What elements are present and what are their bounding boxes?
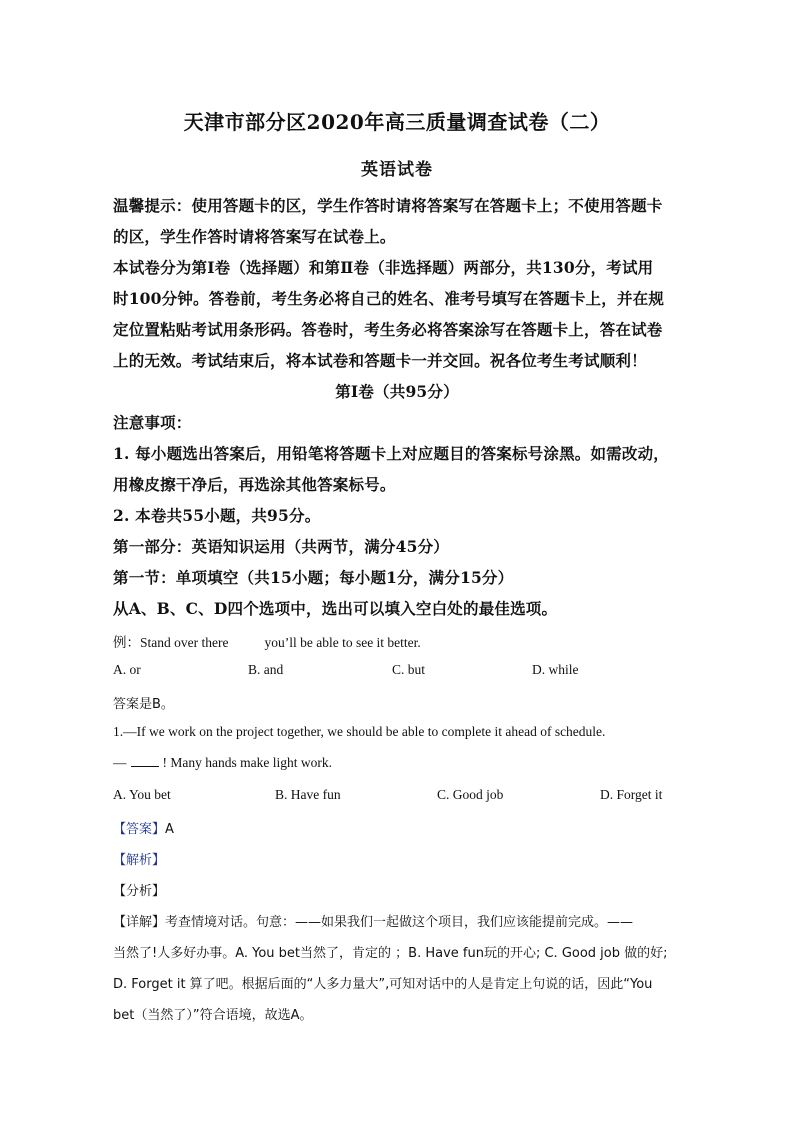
fenxi-tag: 【分析】 — [113, 884, 166, 899]
notes-title: 注意事项： — [113, 413, 192, 432]
tip-line-1: 温馨提示：使用答题卡的区，学生作答时请将答案写在答题卡上；不使用答题卡 — [113, 196, 663, 215]
detail-line-1: 【详解】考查情境对话。句意：——如果我们一起做这个项目，我们应该能提前完成。—— — [113, 915, 634, 930]
q1-blank — [131, 765, 159, 767]
note1-line-1: 1. 每小题选出答案后，用铅笔将答题卡上对应题目的答案标号涂黑。如需改动， — [113, 444, 669, 463]
part1-heading: 第Ⅰ卷（共95分） — [335, 382, 459, 401]
answer-tag: 【答案】 — [113, 822, 166, 837]
note2: 2. 本卷共55小题，共95分。 — [113, 506, 321, 525]
tip-line-2: 的区，学生作答时请将答案写在试卷上。 — [113, 227, 396, 246]
desc-line-1: 本试卷分为第Ⅰ卷（选择题）和第Ⅱ卷（非选择题）两部分，共130分，考试用 — [113, 258, 654, 277]
example-option-d: D. while — [532, 662, 579, 677]
answer-value: A — [165, 822, 174, 837]
note1-line-2: 用橡皮擦干净后，再选涂其他答案标号。 — [113, 475, 396, 494]
page-title: 天津市部分区2020年高三质量调查试卷（二） — [183, 110, 611, 134]
q1-dash: — — [113, 755, 127, 770]
example-option-b: B. and — [248, 662, 284, 677]
instruction: 从A、B、C、D四个选项中，选出可以填入空白处的最佳选项。 — [113, 599, 558, 618]
example-stem-before: 例：Stand over there — [113, 635, 229, 650]
detail-line-2: 当然了!人多好办事。A. You bet当然了，肯定的 ；B. Have fun玩的开心; C. Good job 做的好; — [113, 946, 668, 961]
q1-line-2 — [113, 755, 332, 771]
detail-line-4: bet（当然了）”符合语境，故选A。 — [113, 1008, 313, 1023]
q1-answer-line — [113, 818, 174, 837]
q1-line-1: 1.—If we work on the project together, we should be able to complete it ahead of schedule. — [113, 724, 606, 739]
example-answer: 答案是B。 — [113, 697, 174, 712]
subsection-title: 第一节：单项填空（共15小题；每小题1分，满分15分） — [113, 568, 514, 587]
example-stem-after: you’ll be able to see it better. — [264, 635, 421, 650]
section-title: 第一部分：英语知识运用（共两节，满分45分） — [113, 537, 449, 556]
desc-line-2: 时100分钟。答卷前，考生务必将自己的姓名、准考号填写在答题卡上，并在规 — [113, 289, 665, 308]
q1-line-2-text: ! Many hands make light work. — [162, 755, 332, 770]
desc-line-3: 定位置粘贴考试用条形码。答卷时，考生务必将答案涂写在答题卡上，答在试卷 — [113, 320, 663, 339]
q1-option-d: D. Forget it — [600, 787, 663, 802]
q1-option-a: A. You bet — [113, 787, 171, 802]
example-option-c: C. but — [392, 662, 426, 677]
q1-option-b: B. Have fun — [275, 787, 341, 802]
analysis-tag: 【解析】 — [113, 853, 166, 868]
detail-line-3: D. Forget it 算了吧。根据后面的“人多力量大”,可知对话中的人是肯定上句说的话，因此“You — [113, 977, 653, 992]
q1-option-c: C. Good job — [437, 787, 504, 802]
desc-line-4: 上的无效。考试结束后，将本试卷和答题卡一并交回。祝各位考生考试顺利！ — [113, 351, 647, 370]
example-stem — [113, 631, 421, 651]
example-option-a: A. or — [113, 662, 141, 677]
page-subtitle: 英语试卷 — [361, 160, 433, 180]
